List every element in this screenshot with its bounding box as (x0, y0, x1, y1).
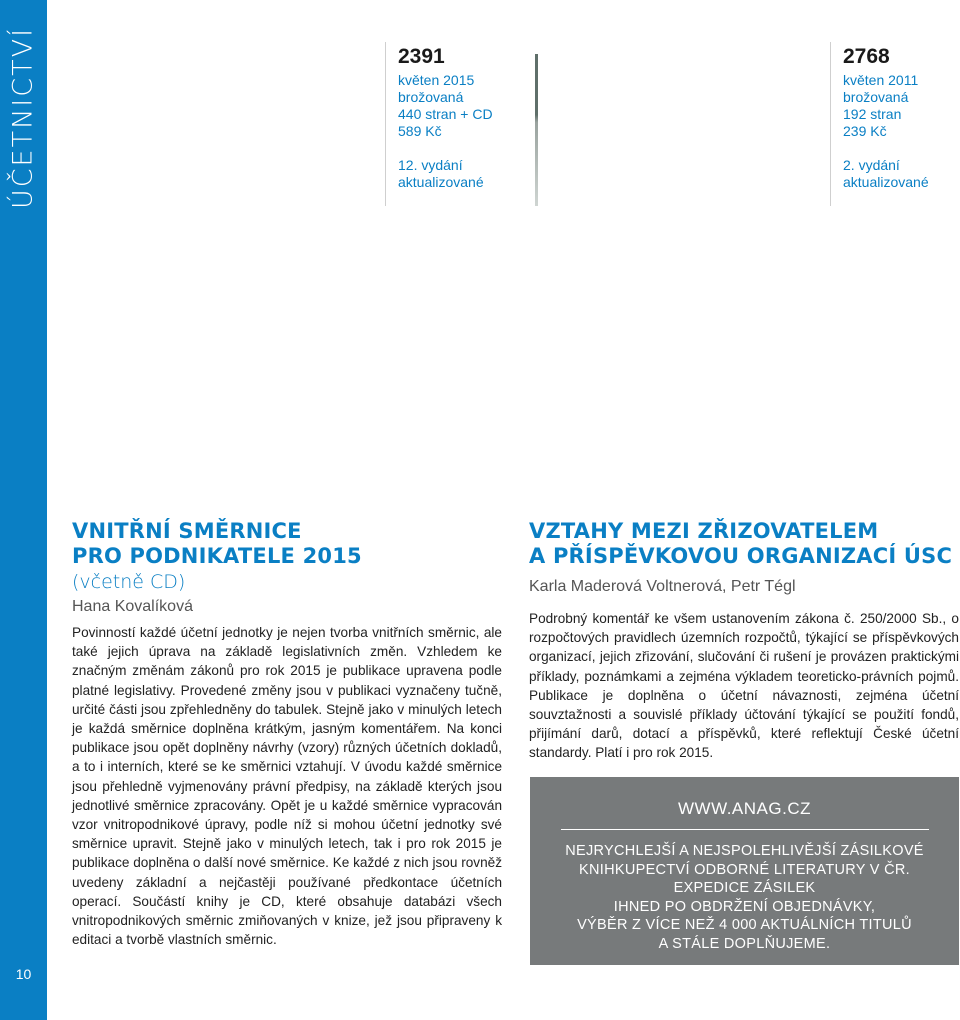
book-pages: 440 stran + CD (398, 106, 493, 122)
promo-line: VÝBĚR Z VÍCE NEŽ 4 000 AKTUÁLNÍCH TITULŮ (577, 917, 912, 933)
book-edition: 2. vydání (843, 157, 900, 173)
promo-line: EXPEDICE ZÁSILEK (673, 880, 816, 896)
book-date: květen 2015 (398, 72, 475, 88)
article-subtitle: (včetně CD) (72, 571, 186, 593)
divider-line (561, 829, 929, 830)
sidebar (0, 0, 47, 1020)
title-line: PRO PODNIKATELE 2015 (72, 544, 362, 568)
promo-line: KNIHKUPECTVÍ ODBORNÉ LITERATURY V ČR. (579, 861, 910, 878)
book-edition-note: aktualizované (398, 174, 484, 190)
book-edition: 12. vydání (398, 157, 463, 173)
promo-text (530, 842, 959, 953)
divider-line (385, 42, 386, 206)
article-right (529, 519, 959, 763)
article-author: Hana Kovalíková (72, 598, 193, 615)
book-binding: brožovaná (843, 89, 909, 105)
book-binding: brožovaná (398, 89, 464, 105)
book-date: květen 2011 (843, 72, 919, 88)
title-line: A PŘÍSPĚVKOVOU ORGANIZACÍ ÚSC (529, 544, 953, 568)
website-link[interactable]: WWW.ANAG.CZ (678, 799, 811, 818)
article-title (529, 519, 959, 569)
promo-line: NEJRYCHLEJŠÍ A NEJSPOLEHLIVĚJŠÍ ZÁSILKOVÉ (565, 843, 924, 859)
section-title: ÚČETNICTVÍ (7, 26, 39, 210)
promo-line: A STÁLE DOPLŇUJEME. (658, 935, 831, 952)
article-body: Podrobný komentář ke všem ustanovením zákona č. 250/2000 Sb., o rozpočtových pravidlech územních rozpočtů, týkající se příspěvkových organizací, jejich zřizování, slučování či rušení je provázen praktickými příklady, poznámkami a zejména výkladem teoreticko-právních pojmů. Publikace je doplněna o účetní návaznosti, zejména účetní souvztažnosti a souvislé příklady účtování týkající se použití fondů, přijímání darů, dotací a příspěvků, které reflektují České účetní standardy. Platí i pro rok 2015. (529, 611, 959, 761)
book-number: 2391 (398, 45, 445, 68)
book-info-left (398, 44, 493, 191)
book-price: 239 Kč (843, 123, 887, 139)
title-line: VNITŘNÍ SMĚRNICE (72, 519, 302, 543)
article-body: Povinností každé účetní jednotky je nejen tvorba vnitřních směrnic, ale také jejich úprava na základě legislativních změn. Vzhledem ke značným změnám zákonů pro rok 2015 je publikace upravena podle platné legislativy. Provedené změny jsou v publikaci vyznačeny tučně, určité části jsou zpřehledněny do tabulek. Stejně jako v minulých letech je každá směrnice doplněna krátkým, jasným komentářem. Na konci publikace jsou opět doplněny návrhy (vzory) různých účetních dokladů, a to i interních, které se ke směrnici vztahují. V úvodu každé směrnice jsou přehledně vyjmenovány právní předpisy, na základě kterých jsou jednotlivé směrnice zpracovány. Opět je u každé směrnice vypracován vzor vnitropodnikové úpravy, podle níž si mohou účetní jednotky své směrnice upravit. Stejně jako v minulých letech, tak i pro rok 2015 je publikace doplněna o další nové směrnice. Ke každé z nich jsou rovněž uvedeny základní a nejčastěji používané předkontace účetních operací. Součástí knihy je CD, které obsahuje databázi všech vnitropodnikových směrnic zmiňovaných v knize, jež jsou připraveny k editaci a tvorbě vlastních směrnic. (72, 625, 502, 948)
book-number: 2768 (843, 45, 890, 68)
title-line: VZTAHY MEZI ZŘIZOVATELEM (529, 519, 879, 543)
book-edition-note: aktualizované (843, 174, 929, 190)
book-price: 589 Kč (398, 123, 442, 139)
page-number: 10 (15, 966, 32, 982)
book-spine (535, 54, 538, 206)
divider-line (830, 42, 831, 206)
article-title (72, 519, 502, 569)
book-info-right (843, 44, 929, 191)
article-author: Karla Maderová Voltnerová, Petr Tégl (529, 578, 796, 595)
promo-line: IHNED PO OBDRŽENÍ OBJEDNÁVKY, (613, 898, 876, 915)
article-left (72, 519, 502, 949)
book-pages: 192 stran (843, 106, 902, 122)
promo-box (530, 777, 959, 965)
